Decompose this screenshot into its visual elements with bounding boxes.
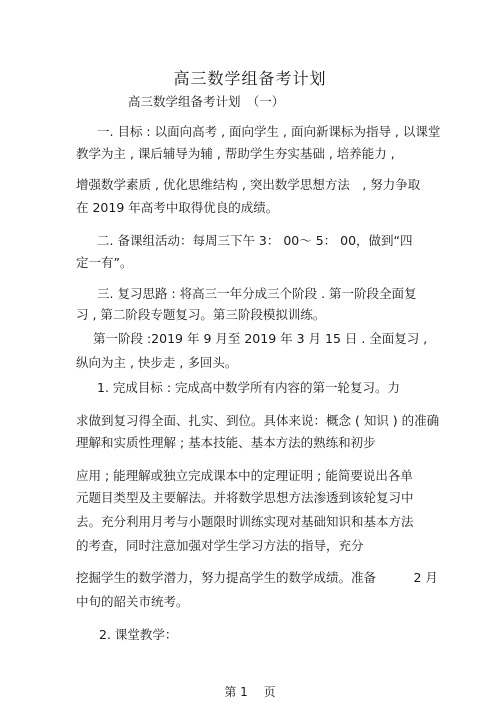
paragraph-line: 应用 ; 能理解或独立完成课本中的定理证明 ; 能简要说出各单 — [76, 468, 413, 483]
paragraph-line: 增强数学素质 , 优化思维结构 , 突出数学思想方法 , 努力争取 — [76, 177, 421, 192]
paragraph-line: 求做到复习得全面、扎实、到位。具体来说：概念 ( 知识 ) 的准确 — [76, 413, 440, 428]
paragraph-line: 三. 复习思路 : 将高三一年分成三个阶段 . 第一阶段全面复 — [97, 286, 417, 301]
paragraph-line: 一. 目标 : 以面向高考 , 面向学生 , 面向新课标为指导 , 以课堂 — [97, 124, 441, 139]
paragraph-line: 的考查，同时注意加强对学生学习方法的指导，充分 — [76, 538, 364, 553]
document-title: 高三数学组备考计划 — [173, 69, 327, 88]
paragraph-line: 元题目类型及主要解法。并将数学思想方法渗透到该轮复习中 — [76, 490, 414, 505]
paragraph-line: 纵向为主 , 快步走 , 多回头。 — [76, 355, 238, 370]
paragraph-line: 二. 备课组活动：每周三下午 3： 00～ 5： 00，做到“四 — [97, 233, 413, 248]
paragraph-line: 习 , 第二阶段专题复习。第三阶段模拟训练。 — [76, 307, 326, 322]
page-footer: 第 1 页 — [224, 685, 276, 699]
paragraph-line: 2. 课堂教学： — [99, 627, 178, 642]
paragraph-line: 定一有”。 — [76, 255, 133, 270]
paragraph-line: 第一阶段 :2019 年 9 月至 2019 年 3 月 15 日 . 全面复习 , — [93, 331, 428, 346]
paragraph-line: 教学为主 , 课后辅导为辅 , 帮助学生夯实基础 , 培养能力 , — [76, 146, 395, 161]
paragraph-line: 挖掘学生的数学潜力，努力提高学生的数学成绩。准备 2 月 — [76, 570, 438, 585]
paragraph-line: 理解和实质性理解 ; 基本技能、基本方法的熟练和初步 — [76, 435, 376, 450]
paragraph-line: 中旬的韶关市统考。 — [76, 594, 189, 609]
paragraph-line: 1. 完成目标 : 完成高中数学所有内容的第一轮复习。力 — [97, 380, 401, 395]
paragraph-line: 在 2019 年高考中取得优良的成绩。 — [76, 200, 279, 215]
document-subtitle: 高三数学组备考计划 （一） — [128, 94, 285, 109]
paragraph-line: 去。充分利用月考与小题限时训练实现对基础知识和基本方法 — [76, 514, 414, 529]
